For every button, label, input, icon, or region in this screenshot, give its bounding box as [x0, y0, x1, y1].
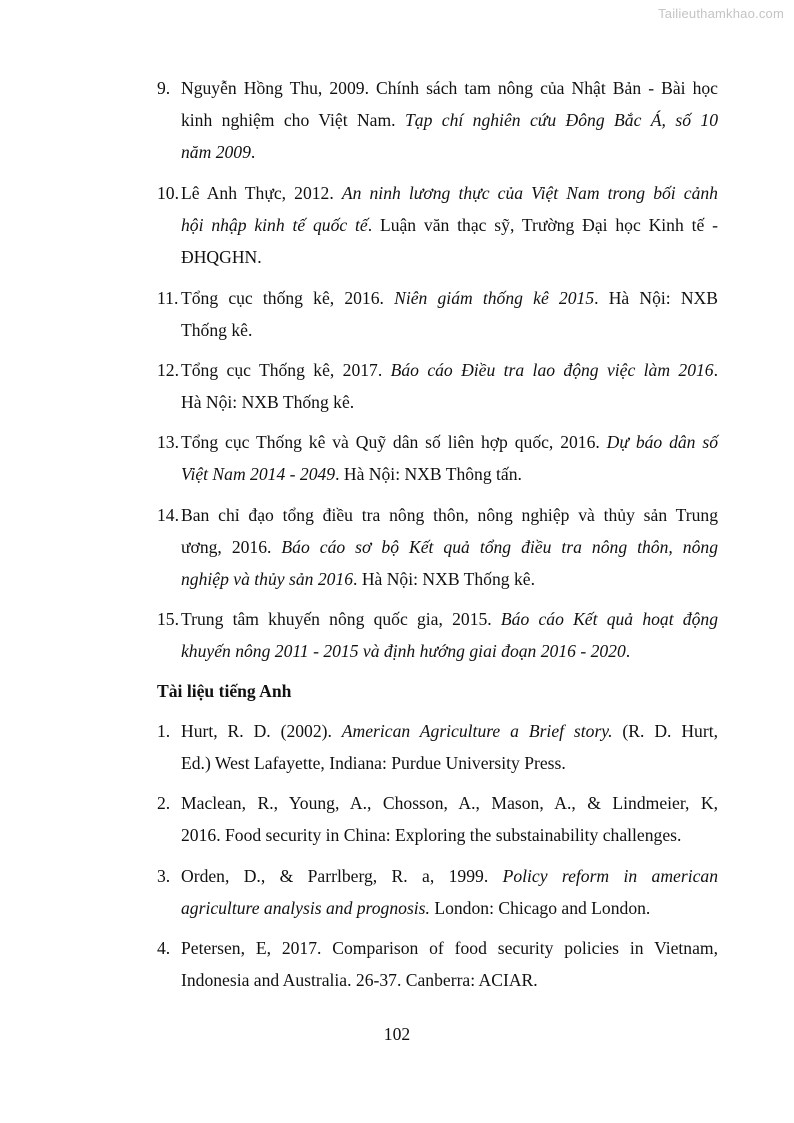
reference-entry: [157, 932, 718, 996]
reference-title-text: Báo cáo sơ bộ Kết quả tổng điều tra nông thôn, nông: [281, 537, 718, 557]
reference-line: [181, 747, 718, 779]
section-heading-english-references: Tài liệu tiếng Anh: [157, 681, 292, 701]
reference-title-text: khuyến nông 2011 - 2015 và định hướng giai đoạn 2016 - 2020: [181, 641, 626, 661]
reference-text: Lê Anh Thực, 2012.: [181, 183, 342, 203]
reference-entry: [157, 603, 718, 667]
reference-text: Petersen, E, 2017. Comparison of food security policies in Vietnam,: [181, 938, 718, 958]
reference-line: [181, 819, 718, 851]
reference-line: [181, 563, 718, 595]
reference-title-text: năm 2009: [181, 142, 251, 162]
reference-number: 13.: [157, 432, 179, 452]
reference-text: Orden, D., & Parrlberg, R. a, 1999.: [181, 866, 503, 886]
reference-text: Indonesia and Australia. 26-37. Canberra: ACIAR.: [181, 970, 538, 990]
reference-line: [181, 426, 718, 458]
reference-line: [181, 603, 718, 635]
reference-line: [181, 458, 718, 490]
reference-entry: [157, 177, 718, 273]
reference-entry: [157, 282, 718, 346]
reference-line: [181, 635, 718, 667]
reference-text: Tổng cục thống kê, 2016.: [181, 288, 395, 308]
reference-entry: [157, 354, 718, 418]
reference-line: [181, 386, 718, 418]
reference-title-text: Báo cáo Điều tra lao động việc làm 2016: [390, 360, 714, 380]
reference-line: [181, 136, 718, 168]
reference-line: [181, 932, 718, 964]
reference-text: 2016. Food security in China: Exploring the substainability challenges.: [181, 825, 682, 845]
reference-number: 15.: [157, 609, 179, 629]
reference-number: 1.: [157, 721, 171, 741]
reference-text: Tổng cục Thống kê và Quỹ dân số liên hợp quốc, 2016.: [181, 432, 607, 452]
reference-title-text: An ninh lương thực của Việt Nam trong bối cảnh: [341, 183, 718, 203]
reference-line: [181, 72, 718, 104]
reference-text: Maclean, R., Young, A., Chosson, A., Mason, A., & Lindmeier, K,: [181, 793, 718, 813]
reference-text: Nguyễn Hồng Thu, 2009. Chính sách tam nông của Nhật Bản - Bài học: [181, 78, 718, 98]
reference-text: Hurt, R. D. (2002).: [181, 721, 342, 741]
reference-line: [181, 715, 718, 747]
reference-line: [181, 314, 718, 346]
reference-text: Ban chỉ đạo tổng điều tra nông thôn, nông nghiệp và thủy sản Trung: [181, 505, 718, 525]
reference-text: London: Chicago and London.: [429, 898, 651, 918]
reference-entry: [157, 787, 718, 851]
reference-text: (R. D. Hurt,: [612, 721, 718, 741]
reference-text: Thống kê.: [181, 320, 253, 340]
reference-entry: [157, 860, 718, 924]
reference-line: [181, 787, 718, 819]
reference-number: 2.: [157, 793, 171, 813]
reference-title-text: Policy reform in american: [502, 866, 719, 886]
reference-text: .: [250, 142, 256, 162]
reference-line: [181, 209, 718, 241]
reference-line: [181, 964, 718, 996]
reference-title-text: American Agriculture a Brief story.: [341, 721, 613, 741]
reference-number: 3.: [157, 866, 171, 886]
reference-text: ĐHQGHN.: [181, 247, 262, 267]
reference-text: ương, 2016.: [181, 537, 282, 557]
reference-number: 9.: [157, 78, 171, 98]
reference-line: [181, 241, 718, 273]
reference-number: 14.: [157, 505, 179, 525]
reference-text: . Hà Nội: NXB Thông tấn.: [335, 464, 522, 484]
reference-line: [181, 104, 718, 136]
reference-number: 10.: [157, 183, 179, 203]
reference-line: [181, 177, 718, 209]
reference-title-text: Việt Nam 2014 - 2049: [181, 464, 336, 484]
reference-line: [181, 499, 718, 531]
reference-entry: [157, 499, 718, 595]
reference-line: [181, 860, 718, 892]
reference-number: 12.: [157, 360, 179, 380]
reference-line: [181, 282, 718, 314]
reference-line: [181, 354, 718, 386]
reference-title-text: hội nhập kinh tế quốc tế: [181, 215, 368, 235]
reference-title-text: agriculture analysis and prognosis.: [181, 898, 430, 918]
reference-text: . Hà Nội: NXB: [594, 288, 718, 308]
page-number: 102: [383, 1024, 411, 1044]
reference-text: Tổng cục Thống kê, 2017.: [181, 360, 391, 380]
reference-text: . Hà Nội: NXB Thống kê.: [353, 569, 535, 589]
reference-title-text: Báo cáo Kết quả hoạt động: [500, 609, 718, 629]
reference-text: .: [713, 360, 718, 380]
reference-entry: [157, 72, 718, 168]
reference-text: . Luận văn thạc sỹ, Trường Đại học Kinh tế -: [367, 215, 718, 235]
reference-line: [181, 892, 718, 924]
reference-title-text: Dự báo dân số: [606, 432, 718, 452]
reference-text: Ed.) West Lafayette, Indiana: Purdue University Press.: [181, 753, 566, 773]
reference-text: Hà Nội: NXB Thống kê.: [181, 392, 355, 412]
reference-number: 11.: [157, 288, 179, 308]
reference-text: kinh nghiệm cho Việt Nam.: [181, 110, 405, 130]
reference-line: [181, 531, 718, 563]
reference-text: Trung tâm khuyến nông quốc gia, 2015.: [181, 609, 501, 629]
reference-title-text: Niên giám thống kê 2015: [394, 288, 595, 308]
reference-entry: [157, 426, 718, 490]
reference-entry: [157, 715, 718, 779]
watermark: Tailieuthamkhao.com: [658, 6, 784, 21]
reference-title-text: Tạp chí nghiên cứu Đông Bắc Á, số 10: [404, 110, 718, 130]
reference-text: .: [625, 641, 631, 661]
reference-title-text: nghiệp và thủy sản 2016: [181, 569, 354, 589]
reference-number: 4.: [157, 938, 171, 958]
